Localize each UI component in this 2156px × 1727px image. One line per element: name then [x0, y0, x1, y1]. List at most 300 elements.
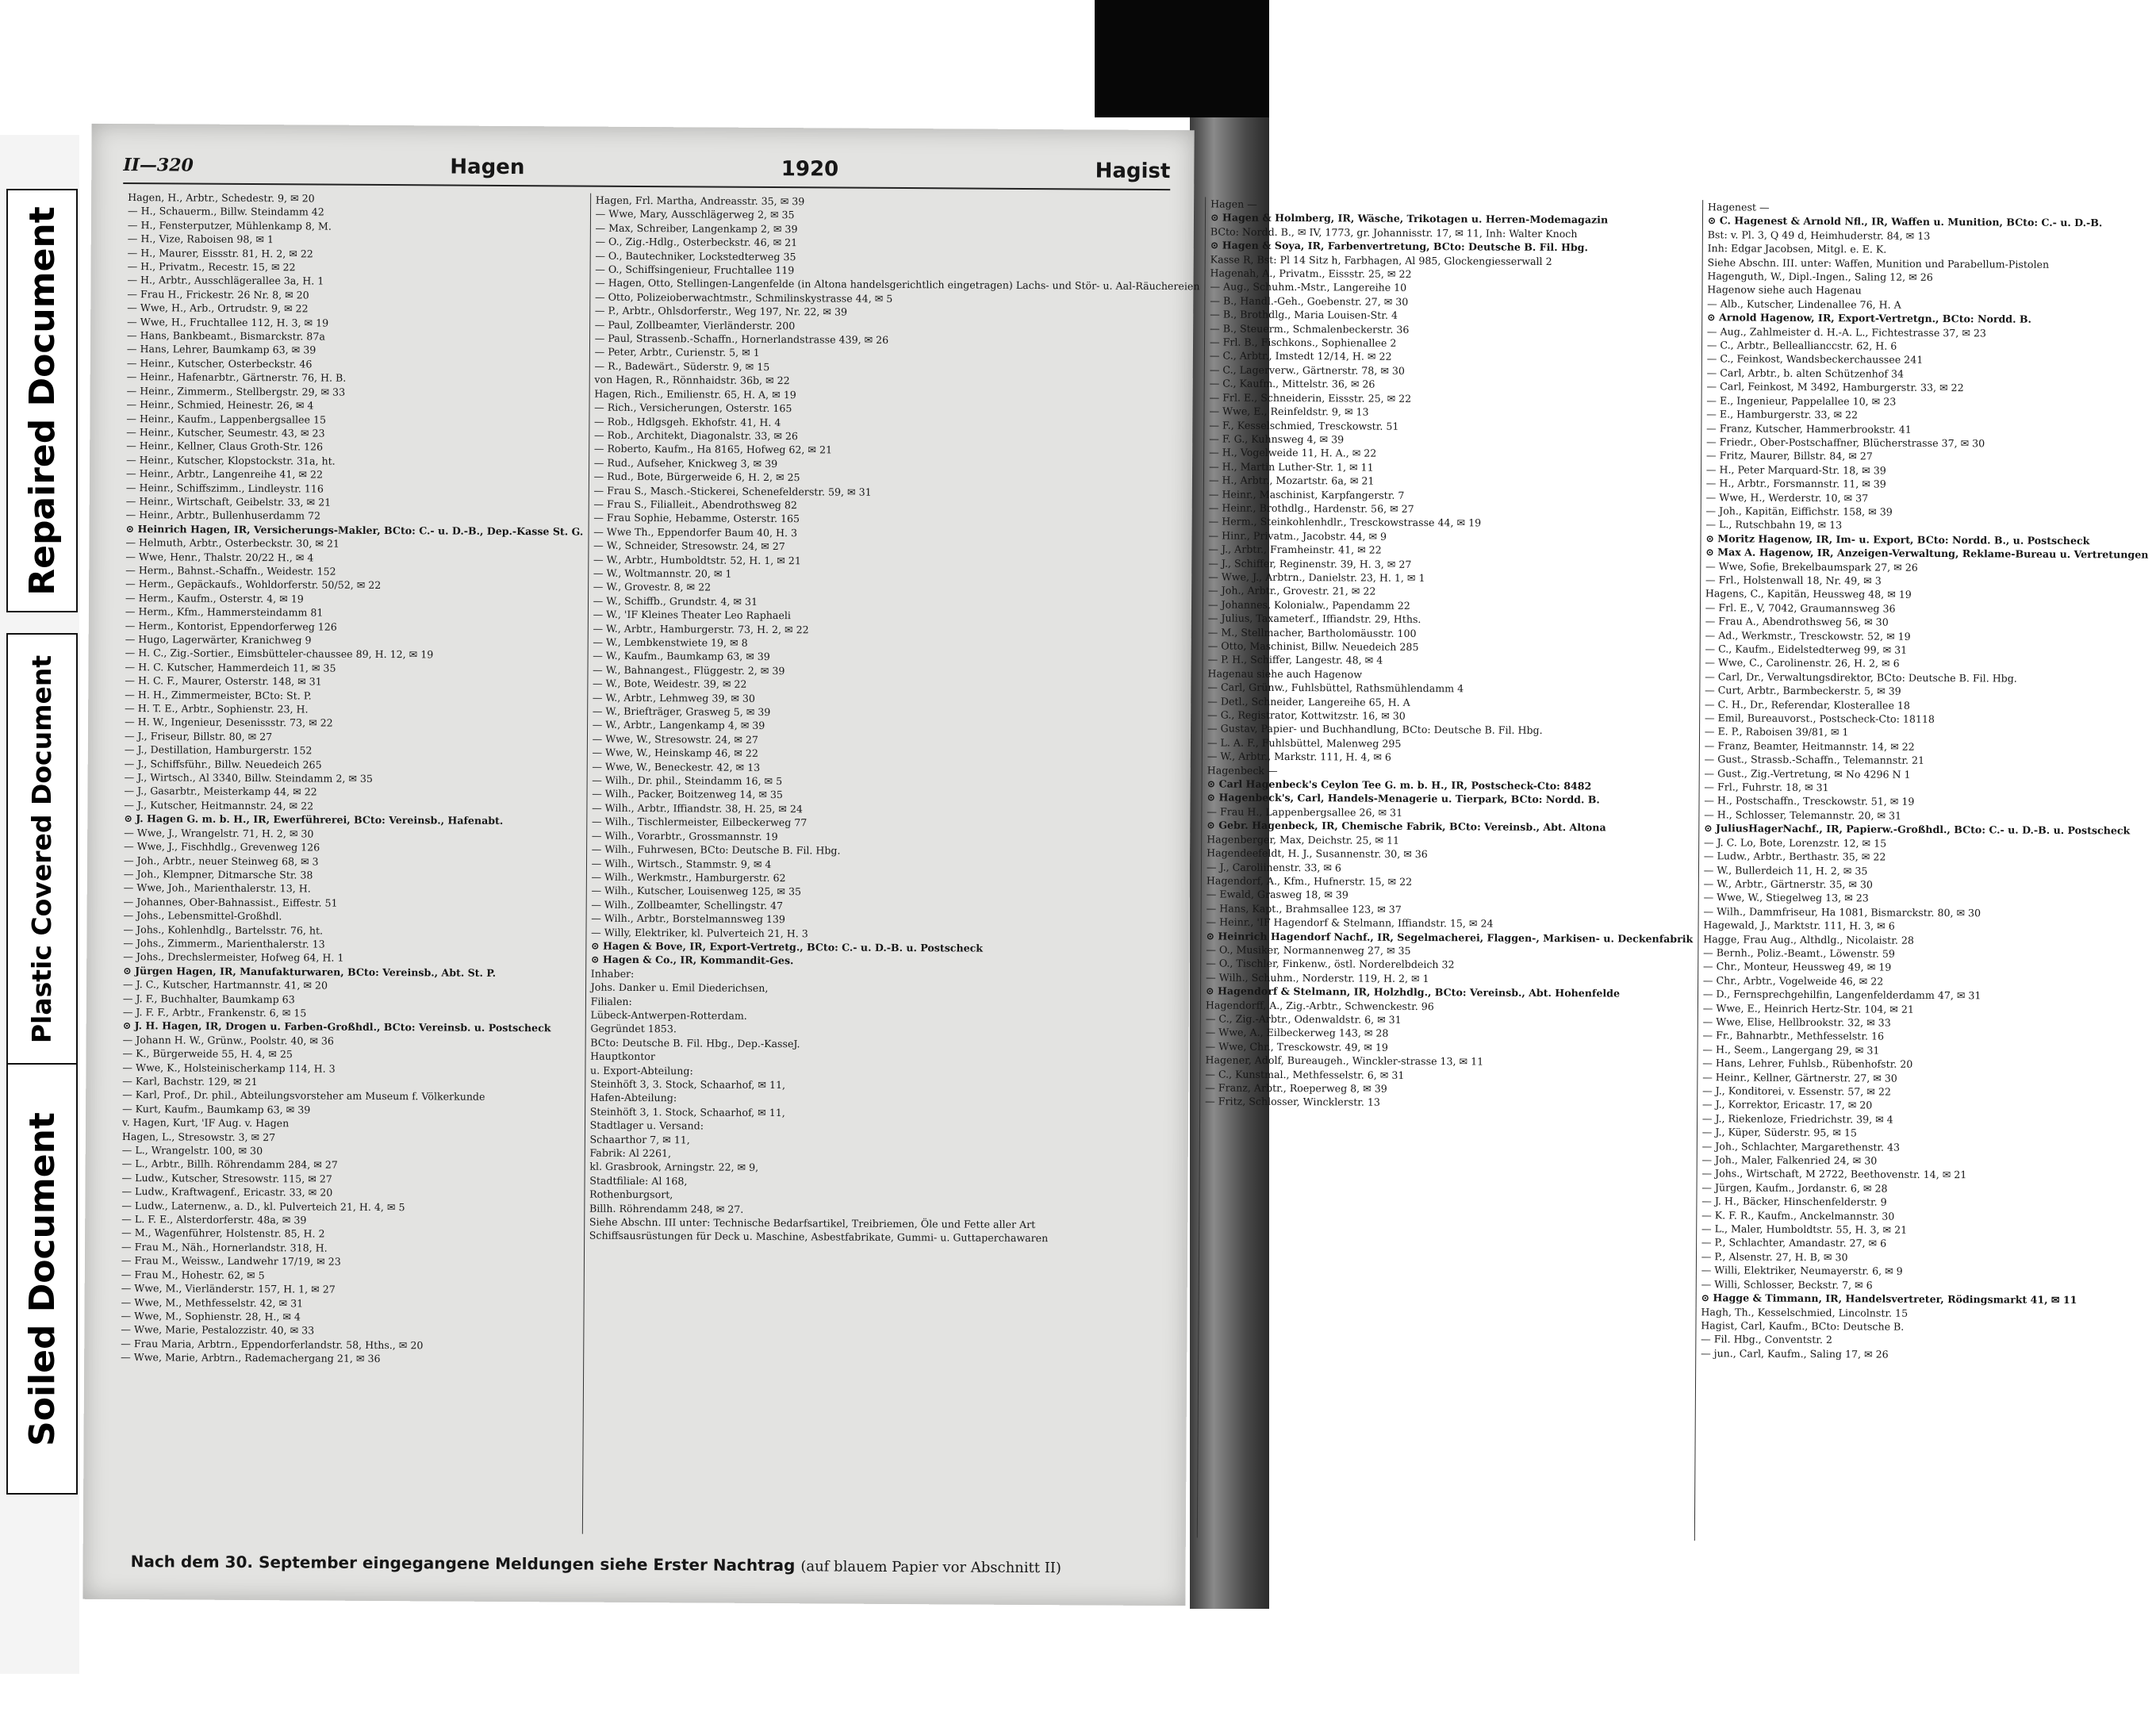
page-header: [123, 148, 1170, 190]
directory-entry: — H., Arbtr., Forsmannstr. 11, ✉ 39: [1705, 477, 1886, 490]
directory-entry: — H., Maurer, Eissstr. 81, H. 2, ✉ 22: [127, 246, 313, 260]
directory-entry: — Ludw., Arbtr., Berthastr. 35, ✉ 22: [1703, 850, 1886, 863]
directory-entry: Steinhöft 3, 1. Stock, Schaarhof, ✉ 11,: [589, 1105, 785, 1119]
directory-entry: Filialen:: [590, 995, 632, 1007]
directory-entry: — Joh., Klempner, Ditmarsche Str. 38: [123, 867, 313, 881]
directory-entry: — W., Arbtr., Hamburgerstr. 73, H. 2, ✉ 22: [593, 622, 809, 635]
directory-entry: — Johs., Kohlenhdlg., Bartelsstr. 76, ht.: [123, 923, 324, 937]
directory-entry: — C. H., Dr., Referendar, Klosterallee 18: [1705, 697, 1911, 712]
directory-entry: Hagenau siehe auch Hagenow: [1207, 667, 1363, 681]
directory-entry: v. Hagen, Kurt, 'IF Aug. v. Hagen: [121, 1116, 290, 1130]
directory-entry: — W., Grovestr. 8, ✉ 22: [593, 581, 712, 593]
directory-entry: ⊙ J. Hagen G. m. b. H., IR, Ewerführerei, BCto: Vereinsb., Hafenabt.: [124, 812, 504, 827]
directory-entry: — F., Kesselschmied, Tresckowstr. 51: [1209, 418, 1399, 432]
directory-entry: — H., Schauerm., Billw. Steindamm 42: [127, 205, 324, 218]
directory-entry: — Karl, Bachstr. 129, ✉ 21: [122, 1075, 258, 1088]
directory-entry: — K., Bürgerweide 55, H. 4, ✉ 25: [122, 1047, 293, 1061]
directory-entry: — Johannes, Ober-Bahnassist., Eiffestr. 51: [123, 895, 338, 909]
directory-entry: — Frau A., Abendrothsweg 56, ✉ 30: [1705, 615, 1889, 628]
directory-entry: Gegründet 1853.: [590, 1023, 677, 1035]
directory-entry: Bst: v. Pl. 3, Q 49 d, Heimhuderstr. 84, ✉ 13: [1707, 228, 1931, 242]
directory-entry: Hagendorf, A., Kfm., Hufnerstr. 15, ✉ 22: [1206, 874, 1413, 888]
directory-entry: — Helmuth, Arbtr., Osterbeckstr. 30, ✉ 21: [125, 536, 340, 550]
directory-entry: Hagendeefeldt, H. J., Susannenstr. 30, ✉ 36: [1207, 846, 1428, 861]
directory-entry: — Herm., Bahnst.-Schaffn., Weidestr. 152: [125, 564, 336, 578]
directory-entry: ⊙ Gebr. Hagenbeck, IR, Chemische Fabrik, BCto: Vereinsb., Abt. Altona: [1207, 819, 1606, 834]
directory-entry: — J., Konditorei, v. Essenstr. 57, ✉ 22: [1702, 1084, 1891, 1098]
directory-entry: — Carl, Dr., Verwaltungsdirektor, BCto: Deutsche B. Fil. Hbg.: [1705, 670, 2017, 685]
directory-entry: — L. F. E., Alsterdorferstr. 48a, ✉ 39: [121, 1213, 307, 1226]
directory-entry: — H., Seem., Langergang 29, ✉ 31: [1702, 1042, 1880, 1057]
directory-entry: — Wwe, H., Fruchtallee 112, H. 3, ✉ 19: [127, 315, 329, 329]
directory-entry: — Wilh., Kutscher, Louisenweg 125, ✉ 35: [591, 884, 802, 898]
directory-entry: — L. A. F., Fuhlsbüttel, Malenweg 295: [1207, 736, 1402, 750]
directory-entry: — Hinr., Privatm., Jacobstr. 44, ✉ 9: [1208, 529, 1387, 543]
directory-entry: — Johs., Zimmerm., Marienthalerstr. 13: [123, 936, 325, 950]
directory-entry: — E. P., Raboisen 39/81, ✉ 1: [1704, 725, 1849, 739]
directory-entry: — G., Registrator, Kottwitzstr. 16, ✉ 30: [1207, 708, 1406, 722]
directory-entry: — Wwe, Sofie, Brekelbaumspark 27, ✉ 26: [1705, 559, 1918, 574]
directory-entry: — J., Schiffer, Reginenstr. 39, H. 3, ✉ 27: [1208, 556, 1412, 570]
directory-entry: — Ludw., Kutscher, Stresowstr. 115, ✉ 27: [121, 1171, 332, 1185]
directory-entry: — Heinr., Kutscher, Seumestr. 43, ✉ 23: [126, 425, 325, 439]
directory-entry: — Rob., Architekt, Diagonalstr. 33, ✉ 26: [593, 428, 798, 443]
directory-entry: — J., Schiffsführ., Billw. Neuedeich 265: [124, 757, 322, 771]
directory-entry: Hagen, Frl. Martha, Andreasstr. 35, ✉ 39: [595, 194, 805, 208]
directory-entry: Hagener, Adolf, Bureaugeh., Winckler-strasse 13, ✉ 11: [1205, 1053, 1484, 1068]
directory-entry: — C., Zig.-Arbtr., Odenwaldstr. 6, ✉ 31: [1205, 1012, 1402, 1026]
directory-entry: — Carl, Arbtr., b. alten Schützenhof 34: [1706, 367, 1905, 380]
directory-entry: — Fil. Hbg., Conventstr. 2: [1701, 1333, 1833, 1346]
directory-entry: — J. C. Lo, Bote, Lorenzstr. 12, ✉ 15: [1703, 835, 1887, 850]
directory-entry: — Willi, Elektriker, Neumayerstr. 6, ✉ 9: [1701, 1264, 1903, 1278]
directory-entry: — J., Kutscher, Heitmannstr. 24, ✉ 22: [124, 798, 314, 812]
directory-entry: — Gust., Strassb.-Schaffn., Telemannstr. 21: [1704, 753, 1925, 767]
directory-entry: Hagenberger, Max, Deichstr. 25, ✉ 11: [1207, 833, 1400, 846]
directory-entry: — Johs., Lebensmittel-Großhdl.: [123, 909, 282, 923]
directory-entry: — H., Privatm., Recestr. 15, ✉ 22: [127, 260, 296, 274]
directory-entry: — Frl. B., Fischkons., Sophienallee 2: [1210, 336, 1397, 349]
directory-entry: — L., Arbtr., Billh. Röhrendamm 284, ✉ 27: [121, 1157, 338, 1172]
directory-entry: — D., Fernsprechgehilfin, Langenfelderdamm 47, ✉ 31: [1702, 988, 1981, 1002]
directory-entry: — Wwe, E., Reinfeldstr. 9, ✉ 13: [1209, 405, 1369, 418]
directory-entry: — H., Arbtr., Mozartstr. 6a, ✉ 21: [1208, 474, 1375, 487]
directory-entry: — Fritz, Maurer, Billstr. 84, ✉ 27: [1705, 449, 1873, 462]
directory-entry: — W., 'IF Kleines Theater Leo Raphaeli: [593, 608, 791, 622]
directory-entry: Hauptkontor: [590, 1050, 655, 1063]
directory-entry: ⊙ Moritz Hagenow, IR, Im- u. Export, BCto: Nordd. B., u. Postscheck: [1705, 532, 2090, 547]
directory-entry: — Johs., Wirtschaft, M 2722, Beethovenstr. 14, ✉ 21: [1701, 1167, 1967, 1181]
directory-entry: — Heinr., Schmied, Heinestr. 26, ✉ 4: [126, 398, 314, 412]
directory-entry: — Heinr., Arbtr., Langenreihe 41, ✉ 22: [125, 467, 324, 481]
directory-entry: — Wwe, A., Eilbeckerweg 143, ✉ 28: [1205, 1026, 1389, 1040]
directory-entry: — Wwe, J., Wrangelstr. 71, H. 2, ✉ 30: [124, 826, 314, 840]
directory-entry: — Carl, Feinkost, M 3492, Hamburgerstr. 33, ✉ 22: [1706, 380, 1964, 394]
directory-entry: Hagist, Carl, Kaufm., BCto: Deutsche B.: [1701, 1319, 1905, 1333]
directory-entry: — Wwe, E., Heinrich Hertz-Str. 104, ✉ 21: [1702, 1001, 1914, 1015]
directory-entry: Hagen, H., Arbtr., Schedestr. 9, ✉ 20: [128, 191, 315, 205]
directory-entry: — H., Martin Luther-Str. 1, ✉ 11: [1209, 460, 1374, 474]
directory-entry: — Frau Sophie, Hebamme, Osterstr. 165: [593, 511, 800, 525]
directory-entry: — Gust., Zig.-Vertretung, ✉ No 4296 N 1: [1704, 766, 1911, 781]
directory-entry: — Frau S., Masch.-Stickerei, Schenefelderstr. 59, ✉ 31: [593, 484, 872, 498]
directory-entry: — Heinr., Zimmerm., Stellbergstr. 29, ✉ 33: [126, 384, 346, 398]
directory-entry: — Fr., Bahnarbtr., Methfesselstr. 16: [1702, 1029, 1885, 1042]
directory-entry: — Alb., Kutscher, Lindenallee 76, H. A: [1707, 297, 1901, 311]
directory-entry: — W., Bullerdeich 11, H. 2, ✉ 35: [1703, 863, 1868, 877]
directory-entry: — Wwe, W., Stiegelweg 13, ✉ 23: [1703, 891, 1869, 904]
directory-entry: — Joh., Kapitän, Eiffichstr. 158, ✉ 39: [1705, 505, 1893, 518]
directory-entry: — Max, Schreiber, Langenkamp 2, ✉ 39: [595, 221, 798, 236]
directory-entry: Hagewald, J., Marktstr. 111, H. 3, ✉ 6: [1703, 919, 1895, 932]
directory-entry: — H. C. F., Maurer, Osterstr. 148, ✉ 31: [125, 674, 322, 688]
directory-entry: — Friedr., Ober-Postschaffner, Blücherstrasse 37, ✉ 30: [1706, 436, 1985, 450]
directory-entry: — Ludw., Laternenw., a. D., kl. Pulverteich 21, H. 4, ✉ 5: [121, 1199, 405, 1213]
directory-entry: — J. H., Bäcker, Hinschenfelderstr. 9: [1701, 1195, 1887, 1208]
directory-entry: — Frau S., Filialleit., Abendrothsweg 82: [593, 497, 797, 512]
directory-entry: — C., Lagerverw., Gärtnerstr. 78, ✉ 30: [1209, 363, 1405, 377]
directory-entry: — J., Destillation, Hamburgerstr. 152: [124, 743, 313, 757]
directory-entry: Kasse R, Bst: Pl 14 Sitz h, Farbhagen, Al 985, Glockengiesserwall 2: [1210, 253, 1552, 267]
directory-entry: — H. H., Zimmermeister, BCto: St. P.: [125, 688, 312, 702]
directory-entry: — Karl, Prof., Dr. phil., Abteilungsvorsteher am Museum f. Völkerkunde: [122, 1088, 485, 1103]
directory-entry: BCto: Deutsche B. Fil. Hbg., Dep.-KasseJ.: [590, 1036, 800, 1050]
directory-entry: — Wilh., Arbtr., Iffiandstr. 38, H. 25, ✉ 24: [592, 801, 803, 816]
directory-entry: — B., Handl.-Geh., Goebenstr. 27, ✉ 30: [1210, 294, 1409, 308]
directory-column-3: [1198, 197, 1703, 1541]
directory-entry: — K. F. R., Kaufm., Anckelmannstr. 30: [1701, 1208, 1895, 1222]
directory-column-2: [583, 194, 1207, 1538]
directory-entry: — J., Korrektor, Ericastr. 17, ✉ 20: [1701, 1098, 1873, 1111]
directory-entry: Schiffsausrüstungen für Deck u. Maschine, Asbestfabrikate, Gummi- u. Guttaperchawaren: [589, 1230, 1049, 1245]
directory-entry: — W., Bahnangest., Flüggestr. 2, ✉ 39: [593, 663, 785, 677]
directory-entry: — O., Musiker, Normannenweg 27, ✉ 35: [1206, 943, 1411, 957]
directory-entry: — jun., Carl, Kaufm., Saling 17, ✉ 26: [1701, 1346, 1889, 1360]
directory-entry: — Herm., Kfm., Hammersteindamm 81: [125, 605, 324, 619]
directory-entry: — Wwe, K., Holsteinischerkamp 114, H. 3: [122, 1061, 336, 1075]
directory-entry: — Johannes, Kolonialw., Papendamm 22: [1207, 598, 1410, 612]
directory-entry: — E., Ingenieur, Pappelallee 10, ✉ 23: [1706, 393, 1897, 408]
directory-entry: — Frau H., Lappenbergsallee 26, ✉ 31: [1207, 805, 1403, 819]
directory-entry: ⊙ Jürgen Hagen, IR, Manufakturwaren, BCto: Vereinsb., Abt. St. P.: [123, 964, 497, 979]
directory-entry: — C., Kaufm., Eidelstedterweg 99, ✉ 31: [1705, 643, 1908, 656]
directory-entry: — M., Stellmacher, Bartholomäusstr. 100: [1207, 625, 1417, 639]
directory-entry: ⊙ Heinrich Hagen, IR, Versicherungs-Makler, BCto: C.- u. D.-B., Dep.-Kasse St. G.: [125, 522, 584, 538]
directory-entry: — J., Riekenloze, Friedrichstr. 39, ✉ 4: [1701, 1112, 1893, 1126]
directory-entry: — E., Hamburgerstr. 33, ✉ 22: [1706, 408, 1859, 421]
directory-entry: ⊙ Hagendorf & Stelmann, IR, Holzhdlg., BCto: Vereinsb., Abt. Hohenfelde: [1206, 984, 1621, 1000]
directory-entry: — Wwe, W., Heinskamp 46, ✉ 22: [592, 746, 758, 760]
directory-entry: — Kurt, Kaufm., Baumkamp 63, ✉ 39: [122, 1102, 311, 1116]
directory-entry: — W., Arbtr., Lehmweg 39, ✉ 30: [592, 691, 756, 704]
directory-entry: kl. Grasbrook, Arningstr. 22, ✉ 9,: [589, 1161, 759, 1174]
directory-entry: — W., Arbtr., Markstr. 111, H. 4, ✉ 6: [1207, 750, 1391, 764]
directory-entry: — Wwe, Marie, Arbtrn., Rademachergang 21, ✉ 36: [121, 1351, 381, 1365]
directory-entry: Hagenguth, W., Dipl.-Ingen., Saling 12, ✉ 26: [1707, 270, 1933, 283]
directory-entry: — H., Schlosser, Telemannstr. 20, ✉ 31: [1704, 808, 1902, 822]
directory-entry: — Wwe, C., Carolinenstr. 26, H. 2, ✉ 6: [1705, 656, 1900, 670]
directory-entry: — Fritz, Schlosser, Wincklerstr. 13: [1205, 1095, 1380, 1109]
directory-entry: — Wilh., Wirtsch., Stammstr. 9, ✉ 4: [591, 857, 772, 870]
directory-entry: — Detl., Schneider, Langereihe 65, H. A: [1207, 695, 1410, 708]
directory-entry: ⊙ Hagge & Timmann, IR, Handelsvertreter, Rödingsmarkt 41, ✉ 11: [1701, 1291, 2077, 1307]
directory-entry: — O., Zig.-Hdlg., Osterbeckstr. 46, ✉ 21: [595, 235, 798, 249]
directory-entry: — Aug., Zahlmeister d. H.-A. L., Fichtestrasse 37, ✉ 23: [1706, 324, 1986, 340]
directory-entry: — P., Schlachter, Amandastr. 27, ✉ 6: [1701, 1236, 1887, 1250]
directory-entry: — Chr., Monteur, Heussweg 49, ✉ 19: [1703, 960, 1892, 973]
directory-entry: — Jürgen, Kaufm., Jordanstr. 6, ✉ 28: [1701, 1181, 1888, 1195]
directory-entry: — C., Kaufm., Mittelstr. 36, ✉ 26: [1209, 377, 1375, 390]
directory-entry: — C., Arbtr., Belleallianccstr. 62, H. 6: [1706, 339, 1897, 352]
directory-entry: — W., Lembkenstwiete 19, ✉ 8: [593, 635, 748, 649]
directory-page: [82, 124, 2149, 1606]
directory-entry: — W., Kaufm., Baumkamp 63, ✉ 39: [593, 650, 770, 663]
directory-entry: — Wilh., Dammfriseur, Ha 1081, Bismarckstr. 80, ✉ 30: [1703, 904, 1981, 919]
directory-entry: Hagge, Frau Aug., Althdlg., Nicolaistr. 28: [1703, 932, 1914, 946]
directory-entry: Johs. Danker u. Emil Diederichsen,: [590, 981, 769, 995]
directory-entry: — Frl. E., Schneiderin, Eissstr. 25, ✉ 22: [1209, 391, 1412, 405]
directory-entry: — B., Steuerm., Schmalenbeckerstr. 36: [1210, 322, 1410, 336]
directory-entry: — Heinr., Kellner, Gärtnerstr. 27, ✉ 30: [1702, 1070, 1897, 1084]
directory-entry: — Frl. E., V, 7042, Graumannsweg 36: [1705, 601, 1896, 615]
directory-entry: — Hugo, Lagerwärter, Kranichweg 9: [125, 633, 312, 647]
directory-entry: — Wilh., Werkmstr., Hamburgerstr. 62: [591, 870, 786, 885]
directory-entry: — Heinr., Wirtschaft, Geibelstr. 33, ✉ 21: [125, 494, 332, 509]
directory-entry: — Carl, Grünw., Fuhlsbüttel, Rathsmühlendamm 4: [1207, 681, 1464, 695]
directory-entry: — Peter, Arbtr., Curienstr. 5, ✉ 1: [594, 346, 760, 359]
directory-entry: — H., Fensterputzer, Mühlenkamp 8, M.: [127, 218, 332, 232]
directory-entry: — Wilh., Arbtr., Borstelmannsweg 139: [591, 911, 786, 926]
directory-entry: ⊙ Hagen & Co., IR, Kommandit-Ges.: [590, 953, 794, 967]
directory-entry: — Julius, Taxameterf., Iffiandstr. 29, Hths.: [1207, 612, 1421, 626]
directory-entry: Hagh, Th., Kesselschmied, Lincolnstr. 15: [1701, 1305, 1909, 1319]
directory-entry: — Herm., Kontorist, Eppendorferweg 126: [125, 619, 337, 633]
directory-entry: — Paul, Strassenb.-Schaffn., Hornerlandstrasse 439, ✉ 26: [594, 332, 889, 346]
directory-entry: — F. G., Kuhnsweg 4, ✉ 39: [1209, 432, 1345, 446]
directory-entry: Schaarthor 7, ✉ 11,: [589, 1133, 690, 1146]
directory-entry: Hagenest —: [1707, 201, 1770, 213]
directory-entry: BCto: Nordd. B., ✉ IV, 1773, gr. Johannisstr. 17, ✉ 11, Inh: Walter Knoch: [1210, 225, 1578, 240]
directory-entry: — Wilh., Zollbeamter, Schellingstr. 47: [591, 898, 784, 911]
header-right-name: Hagist: [1095, 159, 1171, 184]
directory-entry: — Frau Maria, Arbtrn., Eppendorferlandstr. 58, Hths., ✉ 20: [121, 1337, 424, 1352]
label-plastic-covered-document: Plastic Covered Document: [6, 633, 78, 1065]
directory-entry: — H., Vogelweide 11, H. A., ✉ 22: [1209, 446, 1377, 459]
directory-entry: — Joh., Maler, Falkenried 24, ✉ 30: [1701, 1153, 1878, 1167]
directory-entry: — W., Arbtr., Humboldtstr. 52, H. 1, ✉ 21: [593, 553, 801, 566]
directory-entry: — J. C., Kutscher, Hartmannstr. 41, ✉ 20: [123, 978, 328, 992]
directory-entry: Inhaber:: [590, 967, 635, 980]
directory-entry: — H. W., Ingenieur, Desenissstr. 73, ✉ 22: [125, 716, 333, 730]
directory-columns: [115, 190, 2149, 1537]
directory-entry: — Wwe, Chr., Tresckowstr. 49, ✉ 19: [1205, 1040, 1389, 1053]
directory-entry: — Wilh., Fuhrwesen, BCto: Deutsche B. Fil. Hbg.: [591, 842, 841, 857]
directory-entry: — Johs., Drechslermeister, Hofweg 64, H. 1: [123, 950, 344, 965]
directory-entry: ⊙ Hagen & Bove, IR, Export-Vertretg., BCto: C.- u. D.-B. u. Postscheck: [591, 939, 984, 954]
directory-entry: — Rud., Aufseher, Knickweg 3, ✉ 39: [593, 456, 778, 470]
directory-entry: u. Export-Abteilung:: [590, 1064, 693, 1077]
directory-entry: — O., Tischler, Finkenw., östl. Norderelbdeich 32: [1206, 957, 1455, 971]
directory-entry: — Willi, Schlosser, Beckstr. 7, ✉ 6: [1701, 1277, 1873, 1291]
directory-entry: ⊙ Hagen & Holmberg, IR, Wäsche, Trikotagen u. Herren-Modemagazin: [1210, 211, 1609, 226]
directory-entry: — Heinr., 'IF Hagendorf & Stelmann, Iffiandstr. 15, ✉ 24: [1206, 915, 1494, 930]
directory-entry: ⊙ C. Hagenest & Arnold Nfl., IR, Waffen u. Munition, BCto: C.- u. D.-B.: [1707, 214, 2103, 229]
directory-entry: — H., Arbtr., Ausschlägerallee 3a, H. 1: [127, 274, 324, 288]
directory-entry: — Gustav, Papier- und Buchhandlung, BCto: Deutsche B. Fil. Hbg.: [1207, 722, 1543, 737]
footer-note-plain: (auf blauem Papier vor Abschnitt II): [800, 1558, 1062, 1577]
directory-entry: ⊙ Arnold Hagenow, IR, Export-Vertretgn., BCto: Nordd. B.: [1707, 311, 2031, 325]
directory-entry: — Heinr., Kellner, Claus Groth-Str. 126: [126, 439, 324, 453]
directory-entry: — Wwe, H., Arb., Ortrudstr. 9, ✉ 22: [127, 301, 309, 315]
directory-entry: — Wwe, M., Vierländerstr. 157, H. 1, ✉ 27: [121, 1282, 336, 1295]
directory-entry: — Wilh., Schuhm., Norderstr. 119, H. 2, ✉ 1: [1206, 971, 1429, 984]
directory-entry: — W., Schneider, Stresowstr. 24, ✉ 27: [593, 539, 785, 553]
directory-entry: — Wwe, M., Sophienstr. 28, H., ✉ 4: [121, 1309, 301, 1323]
directory-entry: — L., Rutschbahn 19, ✉ 13: [1705, 518, 1843, 532]
directory-entry: — P. H., Schiffer, Langestr. 48, ✉ 4: [1207, 653, 1383, 667]
directory-entry: ⊙ J. H. Hagen, IR, Drogen u. Farben-Großhdl., BCto: Vereinsb. u. Postscheck: [122, 1019, 551, 1034]
directory-entry: — Heinr., Schiffszimm., Lindleystr. 116: [125, 481, 324, 495]
directory-entry: Hagenow siehe auch Hagenau: [1707, 283, 1862, 297]
directory-entry: — Frau M., Weissw., Landwehr 17/19, ✉ 23: [121, 1254, 341, 1268]
directory-entry: — W., Woltmannstr. 20, ✉ 1: [593, 566, 732, 580]
directory-entry: — Rud., Bote, Bürgerweide 6, H. 2, ✉ 25: [593, 470, 800, 484]
directory-entry: — J. F. F., Arbtr., Frankenstr. 6, ✉ 15: [122, 1006, 307, 1019]
directory-entry: — R., Badewärt., Süderstr. 9, ✉ 15: [594, 359, 770, 373]
directory-entry: — Hans, Bankbeamt., Bismarckstr. 87a: [127, 329, 325, 343]
directory-entry: — Wwe Th., Eppendorfer Baum 40, H. 3: [593, 525, 798, 539]
directory-entry: — Wilh., Dr. phil., Steindamm 16, ✉ 5: [592, 773, 783, 788]
directory-entry: Steinhöft 3, 3. Stock, Schaarhof, ✉ 11,: [589, 1077, 786, 1092]
directory-entry: — H. T. E., Arbtr., Sophienstr. 23, H.: [125, 702, 309, 716]
directory-entry: Rothenburgsort,: [589, 1188, 673, 1201]
directory-entry: — H., Peter Marquard-Str. 18, ✉ 39: [1705, 462, 1886, 477]
directory-entry: — Hans, Lehrer, Fuhlsb., Rübenhofstr. 20: [1702, 1057, 1913, 1071]
directory-entry: — L., Wrangelstr. 100, ✉ 30: [121, 1144, 263, 1157]
directory-entry: — Hans, Kapt., Brahmsallee 123, ✉ 37: [1206, 902, 1402, 915]
directory-entry: — P., Arbtr., Ohlsdorferstr., Weg 197, Nr. 22, ✉ 39: [594, 304, 848, 318]
directory-entry: Fabrik: Al 2261,: [589, 1146, 672, 1160]
directory-entry: — Wwe, W., Beneckestr. 42, ✉ 13: [592, 760, 761, 773]
directory-entry: — Franz, Beamter, Heitmannstr. 14, ✉ 22: [1704, 739, 1915, 753]
page-number: II—320: [123, 155, 194, 176]
directory-entry: — Heinr., Maschinist, Karpfangerstr. 7: [1208, 487, 1405, 501]
directory-entry: — Wilh., Packer, Boitzenweg 14, ✉ 35: [592, 788, 783, 801]
directory-entry: ⊙ JuliusHagerNachf., IR, Papierw.-Großhdl., BCto: C.- u. D.-B. u. Postscheck: [1704, 822, 2131, 837]
directory-entry: — B., Brothdlg., Maria Louisen-Str. 4: [1210, 308, 1398, 322]
directory-entry: — Otto, Maschinist, Billw. Neuedeich 285: [1207, 639, 1419, 654]
header-year: 1920: [781, 157, 839, 182]
directory-entry: Hagen, Rich., Emilienstr. 65, H. A, ✉ 19: [594, 387, 796, 401]
directory-entry: — H. C. Kutscher, Hammerdeich 11, ✉ 35: [125, 660, 336, 674]
label-repaired-document: Repaired Document: [6, 189, 78, 612]
directory-entry: — Herm., Gepäckaufs., Wohldorferstr. 50/52, ✉ 22: [125, 578, 382, 592]
directory-entry: — Heinr., Kutscher, Klopstockstr. 31a, ht.: [126, 453, 336, 467]
directory-entry: — Wwe, Mary, Ausschlägerweg 2, ✉ 35: [595, 208, 795, 221]
directory-entry: ⊙ Carl Hagenbeck's Ceylon Tee G. m. b. H., IR, Postscheck-Cto: 8482: [1207, 777, 1592, 793]
directory-entry: — O., Bautechniker, Lockstedterweg 35: [595, 249, 796, 263]
directory-entry: — Heinr., Hafenarbtr., Gärtnerstr. 76, H. B.: [126, 370, 347, 385]
directory-entry: — W., Briefträger, Grasweg 5, ✉ 39: [592, 704, 771, 719]
directory-entry: — Frau M., Hohestr. 62, ✉ 5: [121, 1268, 265, 1281]
directory-entry: ⊙ Heinrich Hagendorf Nachf., IR, Segelmacherei, Flaggen-, Markisen- u. Deckenfabrik: [1206, 929, 1694, 945]
directory-entry: — M., Wagenführer, Holstenstr. 85, H. 2: [121, 1226, 325, 1241]
footer-note-bold: Nach dem 30. September eingegangene Meldungen siehe Erster Nachtrag: [130, 1552, 796, 1575]
directory-entry: — Rich., Versicherungen, Osterstr. 165: [594, 401, 792, 415]
directory-entry: — Joh., Arbtr., neuer Steinweg 68, ✉ 3: [123, 854, 319, 868]
directory-entry: — Emil, Bureauvorst., Postscheck-Cto: 18118: [1704, 712, 1935, 726]
directory-entry: — Hans, Lehrer, Baumkamp 63, ✉ 39: [126, 343, 316, 356]
label-soiled-document: Soiled Document: [6, 1063, 78, 1495]
directory-entry: Lübeck-Antwerpen-Rotterdam.: [590, 1008, 747, 1022]
directory-entry: — Rob., Hdlgsgeh. Ekhofstr. 41, H. 4: [594, 415, 781, 428]
directory-entry: — C., Kunstmal., Methfesselstr. 6, ✉ 31: [1205, 1067, 1405, 1081]
directory-entry: — Frl., Fuhrstr. 18, ✉ 31: [1704, 781, 1829, 794]
directory-entry: Hagen, L., Stresowstr. 3, ✉ 27: [121, 1130, 276, 1143]
directory-entry: — Bernh., Poliz.-Beamt., Löwenstr. 59: [1703, 946, 1895, 960]
directory-entry: Siehe Abschn. III unter: Technische Bedarfsartikel, Treibriemen, Öle und Fette aller Art: [589, 1215, 1036, 1231]
directory-entry: — Wilh., Vorarbtr., Grossmannstr. 19: [591, 829, 778, 842]
directory-entry: — J. F., Buchhalter, Baumkamp 63: [122, 992, 295, 1005]
directory-entry: ⊙ Hagenbeck's, Carl, Handels-Menagerie u. Tierpark, BCto: Nordd. B.: [1207, 791, 1600, 806]
directory-entry: — Heinr., Kaufm., Lappenbergsallee 15: [126, 412, 327, 426]
directory-entry: — W., Bote, Weidestr. 39, ✉ 22: [593, 677, 747, 691]
directory-entry: — Johann H. W., Grünw., Poolstr. 40, ✉ 36: [122, 1033, 335, 1047]
directory-entry: — J., Küper, Süderstr. 95, ✉ 15: [1701, 1126, 1857, 1139]
directory-entry: Inh: Edgar Jacobsen, Mitgl. e. E. K.: [1707, 242, 1887, 255]
directory-entry: — Wwe, Marie, Pestalozzistr. 40, ✉ 33: [121, 1323, 315, 1337]
directory-entry: Billh. Röhrendamm 248, ✉ 27.: [589, 1202, 744, 1215]
directory-entry: — P., Alsenstr. 27, H. B, ✉ 30: [1701, 1250, 1848, 1264]
directory-entry: — Ad., Werkmstr., Tresckowstr. 52, ✉ 19: [1705, 628, 1911, 643]
directory-entry: — Joh., Schlachter, Margarethenstr. 43: [1701, 1139, 1901, 1153]
directory-entry: — O., Schiffsingenieur, Fruchtallee 119: [595, 263, 795, 277]
directory-entry: — J., Friseur, Billstr. 80, ✉ 27: [124, 729, 273, 743]
directory-entry: — Frl., Holstenwall 18, Nr. 49, ✉ 3: [1705, 574, 1882, 587]
directory-entry: Stadtfiliale: Al 168,: [589, 1174, 688, 1188]
directory-entry: — L., Maler, Humboldtstr. 55, H. 3, ✉ 21: [1701, 1222, 1908, 1236]
directory-entry: ⊙ Max A. Hagenow, IR, Anzeigen-Verwaltung, Reklame-Bureau u. Vertretungen: [1705, 546, 2149, 561]
directory-entry: — Curt, Arbtr., Barmbeckerstr. 5, ✉ 39: [1705, 684, 1901, 697]
page-footer-note: [131, 1552, 1162, 1577]
header-left-name: Hagen: [450, 155, 525, 180]
directory-column-4: [1695, 200, 2155, 1543]
directory-entry: — Heinr., Arbtr., Bullenhuserdamm 72: [125, 509, 321, 522]
directory-entry: — Heinr., Brothdlg., Hardenstr. 56, ✉ 27: [1208, 501, 1414, 515]
directory-entry: — Willy, Elektriker, kl. Pulverteich 21, H. 3: [591, 926, 808, 939]
directory-entry: — H. C., Zig.-Sortier., Eimsbütteler-chaussee 89, H. 12, ✉ 19: [125, 647, 434, 661]
directory-entry: — W., Arbtr., Gärtnerstr. 35, ✉ 30: [1703, 877, 1874, 891]
directory-entry: — Paul, Zollbeamter, Vierländerstr. 200: [594, 318, 796, 332]
directory-entry: Hagenbeck —: [1207, 764, 1278, 777]
directory-entry: — Aug., Schuhm.-Mstr., Langereihe 10: [1210, 280, 1407, 294]
directory-entry: — Ludw., Kraftwagenf., Ericastr. 33, ✉ 20: [121, 1185, 333, 1199]
directory-entry: — Wilh., Tischlermeister, Eilbeckerweg 77: [591, 815, 808, 829]
directory-entry: von Hagen, R., Rönnhaidstr. 36b, ✉ 22: [594, 373, 790, 387]
directory-entry: — Wwe, W., Stresowstr. 24, ✉ 27: [592, 732, 758, 746]
directory-entry: — Wwe, J., Arbtrn., Danielstr. 23, H. 1, ✉ 1: [1208, 570, 1425, 585]
directory-entry: — J., Caroliinenstr. 33, ✉ 6: [1206, 860, 1342, 873]
directory-entry: — Ewald, Grasweg 18, ✉ 39: [1206, 888, 1348, 901]
directory-entry: — Franz, Kutscher, Hammerbrookstr. 41: [1706, 421, 1912, 436]
scanner-bed-corner: [1095, 0, 1269, 117]
directory-entry: — Frau H., Frickestr. 26 Nr. 8, ✉ 20: [127, 287, 309, 301]
directory-entry: — J., Arbtr., Framheinstr. 41, ✉ 22: [1208, 543, 1382, 556]
directory-entry: — C., Feinkost, Wandsbeckerchaussee 241: [1706, 352, 1924, 367]
directory-entry: — Herm., Steinkohlenhdlr., Tresckowstrasse 44, ✉ 19: [1208, 515, 1482, 529]
directory-entry: Hagenah, A., Privatm., Eissstr. 25, ✉ 22: [1210, 267, 1412, 280]
directory-entry: — Franz, Arbtr., Roeperweg 8, ✉ 39: [1205, 1081, 1387, 1095]
